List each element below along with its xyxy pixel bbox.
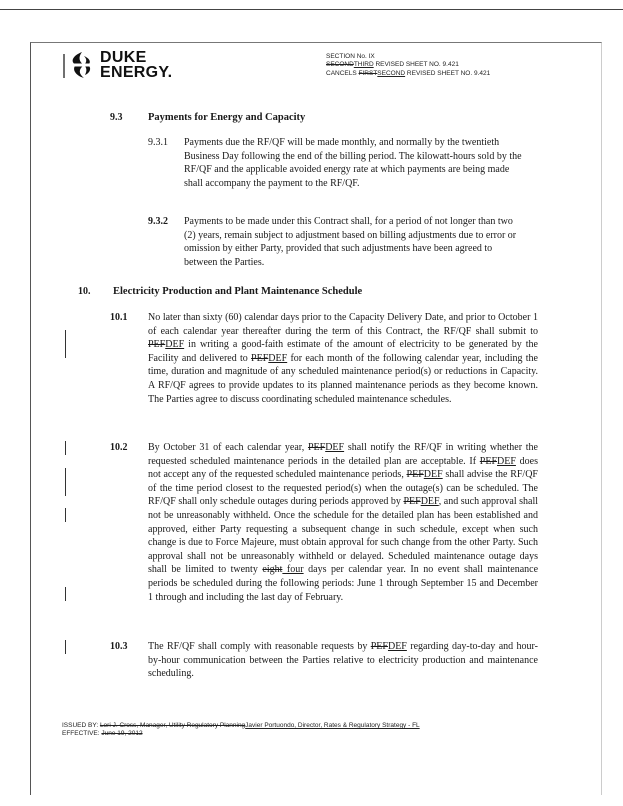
inserted-text: Javier Portuondo, Director, Rates & Regulatory Strategy - FL (245, 722, 420, 729)
clause-text: for each month of the following calendar year, including the time, duration and magnitude of any scheduled maintenance period(s) or reductions in Capacity. A RF/QF agrees to provide updates to its planned maintenance periods as they become known. The Parties agree to discuss coordinating scheduled maintenance schedules. (148, 352, 538, 405)
logo-wordmark (100, 50, 172, 80)
clause-9-3-2-text: Payments to be made under this Contract shall, for a period of not longer than two (2) years, remain subject to adjustment based on billing adjustments due to error or omission by either Party, provided that such adjustments have been agreed to between the Parties. (184, 216, 517, 268)
deleted-text: PEF (251, 352, 269, 364)
clause-10-1-number: 10.1 (110, 312, 128, 323)
clause-10-2-text (148, 441, 538, 604)
deleted-text: PEF (479, 455, 498, 467)
clause-text: shall advise the RF/QF of the time period closest to the requested period(s) when the outage(s) can be scheduled. The RF/QF shall only schedule outages during periods approved by (148, 469, 538, 508)
deleted-text: eight (262, 564, 283, 576)
duke-energy-logo (62, 48, 172, 82)
clause-10-3-number: 10.3 (110, 641, 128, 652)
section-number: SECTION No. IX (326, 53, 375, 60)
clause-text: The RF/QF shall comply with reasonable requests by (148, 641, 371, 652)
clause-9-3-1-number: 9.3.1 (148, 137, 168, 148)
inserted-text: DEF (325, 442, 345, 453)
clause-text: in writing a good-faith estimate of the amount of electricity to be generated by the Facility and delivered to (148, 339, 538, 364)
clause-text: does not accept any of the requested scheduled maintenance periods, (148, 455, 538, 481)
section-10-number: 10. (78, 286, 91, 297)
clause-10-1-text (148, 311, 538, 406)
inserted-text: DEF (268, 352, 288, 364)
page-footer (62, 722, 562, 738)
clause-9-3-1-text: Payments due the RF/QF will be made monthly, and normally by the twentieth Business Day following the end of the billing period. The kilowatt-hours sold by the RF/QF and the applicable avoided energy rate at which payments are being made shall accompany the payment to the RF/QF. (184, 137, 522, 189)
revision-change-bar (65, 441, 66, 455)
page-header (62, 48, 582, 88)
logo-line-1: DUKE (100, 49, 147, 66)
section-10-title: Electricity Production and Plant Maintenance Schedule (113, 286, 363, 297)
duke-energy-flame-icon (62, 48, 96, 82)
top-rule (0, 9, 623, 10)
inserted-text: DEF (165, 339, 185, 351)
cancels-sheet-suffix: REVISED SHEET NO. 9.421 (405, 69, 491, 77)
section-9-3-title: Payments for Energy and Capacity (148, 112, 306, 123)
clause-10-3-text (148, 640, 538, 681)
revision-change-bar (65, 508, 66, 522)
inserted-text: SECOND (377, 69, 406, 77)
revision-change-bar (65, 587, 66, 601)
deleted-text: June 19, 2012 (101, 730, 143, 737)
clause-9-3-2-number: 9.3.2 (148, 216, 168, 227)
cancels-label: CANCELS (326, 69, 359, 77)
cancels-sheet-line (326, 70, 490, 78)
section-9-3-number: 9.3 (110, 112, 123, 123)
inserted-text: DEF (497, 455, 516, 467)
inserted-text: DEF (387, 641, 407, 652)
clause-text: days per calendar year. In no event shall maintenance periods be scheduled during the following periods: June 1 through September 15 and December 1 through and including the last day of February. (148, 564, 539, 603)
inserted-text: four (282, 564, 304, 576)
revised-sheet-suffix: REVISED SHEET NO. 9.421 (373, 61, 459, 69)
revised-sheet-line (326, 61, 490, 69)
deleted-text: PEF (148, 339, 166, 351)
logo-line-2: ENERGY. (100, 64, 173, 81)
inserted-text: DEF (420, 496, 439, 508)
clause-text: By October 31 of each calendar year, (148, 442, 308, 453)
effective-label: EFFECTIVE: (62, 730, 102, 737)
deleted-text: PEF (406, 469, 424, 481)
sheet-info (326, 53, 490, 78)
deleted-text: PEF (307, 442, 326, 453)
revision-change-bar (65, 640, 66, 654)
clause-text: shall notify the RF/QF in writing whether the requested scheduled maintenance periods in the detailed plan are acceptable. If (148, 442, 538, 467)
deleted-text: SECOND (326, 61, 354, 69)
effective-line (62, 730, 562, 738)
revision-change-bar (65, 468, 66, 496)
deleted-text: FIRST (358, 69, 378, 77)
clause-text: No later than sixty (60) calendar days prior to the Capacity Delivery Date, and prior to October 1 of each calendar year thereafter during the term of this Contract, the RF/QF shall submit to (148, 312, 538, 337)
deleted-text: PEF (403, 496, 421, 508)
inserted-text: DEF (423, 469, 443, 481)
clause-text: , and such approval shall not be unreasonably withheld. Once the schedule for the detailed plan has been established and approved, either Party requesting a subsequent change in such schedule, except when such change is due to Force Majeure, must obtain approval for such change from the other Party. Such approval shall not be unreasonably withheld or delayed. Scheduled maintenance outage days shall be limited to twenty (148, 496, 539, 576)
inserted-text: THIRD (353, 61, 374, 69)
revision-change-bar (65, 330, 66, 358)
issued-by-line (62, 722, 562, 730)
deleted-text: Lori J. Cross, Manager, Utility Regulatory Planning (99, 722, 246, 729)
deleted-text: PEF (370, 641, 388, 652)
clause-text: regarding day-to-day and hour-by-hour communication between the Parties relative to electricity production and maintenance scheduling. (148, 641, 539, 680)
issued-by-label: ISSUED BY: (62, 722, 100, 729)
clause-10-2-number: 10.2 (110, 442, 128, 453)
